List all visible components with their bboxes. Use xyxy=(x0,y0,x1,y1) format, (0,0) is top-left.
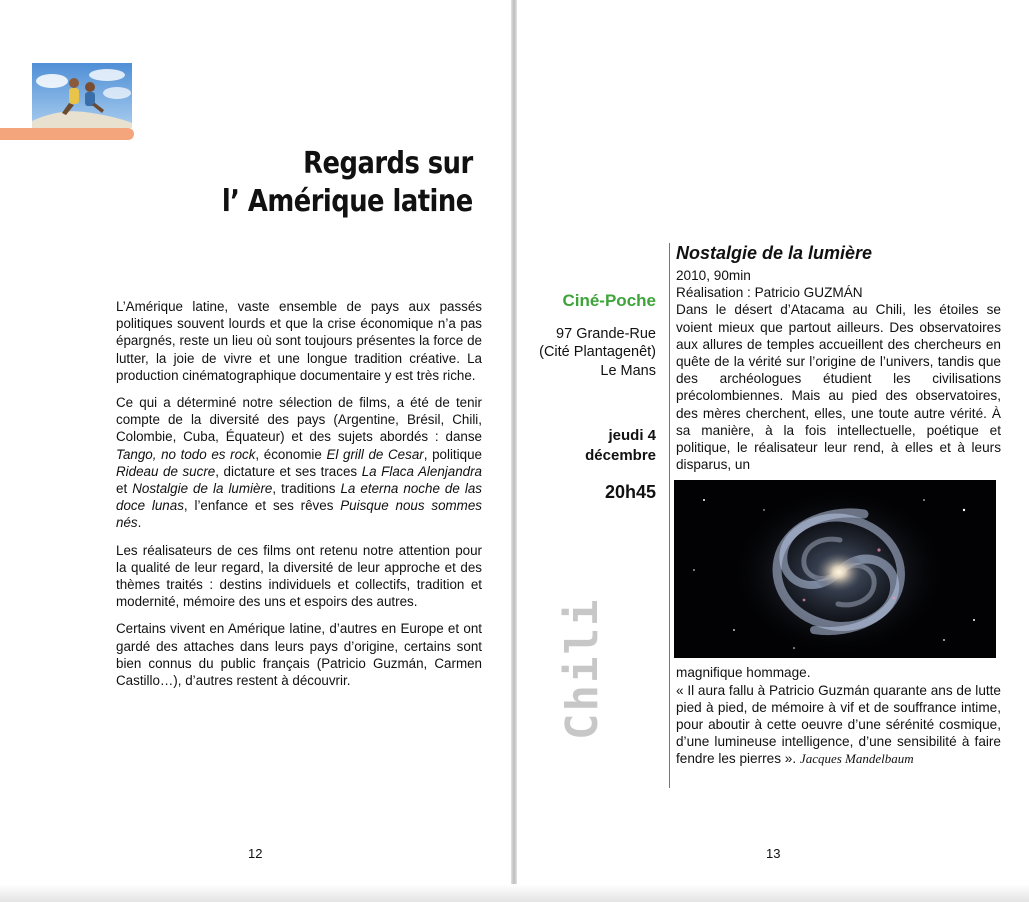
date-line-2: décembre xyxy=(585,447,656,464)
film-title-ref: Nostalgie de la lumière xyxy=(132,481,273,497)
header-photo-people-on-rock xyxy=(32,63,132,128)
intro-text xyxy=(116,298,482,699)
film-description-end: magnifique hommage. xyxy=(676,665,811,681)
film-title-ref: La Flaca Alenjandra xyxy=(361,463,483,479)
film-year-duration: 2010, 90min xyxy=(676,268,751,283)
book-gutter xyxy=(511,0,517,902)
screening-time: 20h45 xyxy=(604,482,656,502)
film-title-ref: Rideau de sucre xyxy=(116,463,216,479)
text-run: , l’enfance et ses rêves xyxy=(183,498,341,514)
quote-author: Jacques Mandelbaum xyxy=(799,751,914,767)
text-run: . xyxy=(137,515,142,531)
title-line-2: l’ Amérique latine xyxy=(222,184,473,219)
venue-address-1: 97 Grande-Rue xyxy=(556,325,656,342)
column-divider xyxy=(669,243,670,788)
bottom-page-shadow xyxy=(0,884,1029,902)
paragraph-1: L’Amérique latine, vaste ensemble de pays aux passés politiques souvent lourds et que la crise économique n’a pas épargnés, reste un lieu où sont toujours présentes la force de lutter, la joie de vivre et une longue tradition créative. La production cinématographique documentaire y est très riche. xyxy=(116,299,482,383)
press-quote xyxy=(676,682,1001,768)
paragraph-3: Les réalisateurs de ces films ont retenu notre attention pour la qualité de leur regard, la diversité de leur approche et des thèmes traités : destins individuels et collectifs, tradition et modernité, mémoire des uns et espoirs des autres. xyxy=(116,542,482,610)
film-title: Nostalgie de la lumière xyxy=(676,243,873,263)
film-director: Réalisation : Patricio GUZMÁN xyxy=(676,285,863,301)
film-entry xyxy=(676,242,1001,768)
title-line-1: Regards sur xyxy=(303,146,473,181)
date-line-1: jeudi 4 xyxy=(608,427,656,444)
text-run: , politique xyxy=(423,446,482,462)
venue-name: Ciné-Poche xyxy=(562,291,656,310)
venue-address-3: Le Mans xyxy=(600,362,656,379)
text-run: Ce qui a déterminé notre sélection de films, a été de tenir compte de la diversité des pays (Argentine, Brésil, Chili, Colombie, Cuba, Équateur) et des sujets abordés : danse xyxy=(116,395,482,445)
page-number-right: 13 xyxy=(766,846,781,861)
paragraph-4: Certains vivent en Amérique latine, d’autres en Europe et ont gardé des attaches dans leurs pays d’origine, certains sont bien connus du public français (Patricio Guzmán, Carmen Castillo…), d’autres restent à découvrir. xyxy=(116,621,482,689)
orange-accent-bar xyxy=(0,128,134,140)
film-description: Dans le désert d’Atacama au Chili, les étoiles se voient mieux que partout ailleurs. Des observatoires aux allures de temples accueillent des chercheurs en quête de la vérité sur l’origine de l’univers, tandis que des archéologues étudient les civilisations précolombiennes. Mais au pied des observatoires, des mères cherchent, elles, une toute autre vérité. À sa manière, à la fois intellectuelle, poétique et politique, le réalisateur leur rend, à elles et à leurs disparus, un xyxy=(676,302,1001,473)
page-number-left: 12 xyxy=(248,846,263,861)
film-title-ref: Puisque nous sommes nés xyxy=(116,498,482,531)
left-page xyxy=(0,0,513,902)
venue-block xyxy=(506,292,656,380)
text-run: , traditions xyxy=(272,481,341,497)
country-label: Chili xyxy=(557,597,608,740)
film-title-ref: Tango, no todo es rock xyxy=(116,446,256,462)
quote-text: « Il aura fallu à Patricio Guzmán quarante ans de lutte pied à pied, de mémoire à vif et de souffrance intime, pour aboutir à cette oeuvre d’une sérénité cosmique, d’une lumineuse intelligence, d’une sensibilité à faire fendre les pierres ». xyxy=(676,682,1001,767)
screening-date xyxy=(536,426,656,466)
page-title xyxy=(222,145,473,221)
film-title-ref: La eterna noche de las doce lunas xyxy=(116,481,482,514)
paragraph-2 xyxy=(116,394,482,532)
text-run: , dictature et ses traces xyxy=(215,463,362,479)
galaxy-image xyxy=(674,480,996,658)
film-title-ref: El grill de Cesar xyxy=(326,446,424,462)
venue-address-2: (Cité Plantagenêt) xyxy=(539,344,656,360)
text-run: et xyxy=(116,481,133,497)
text-run: , économie xyxy=(255,446,327,462)
